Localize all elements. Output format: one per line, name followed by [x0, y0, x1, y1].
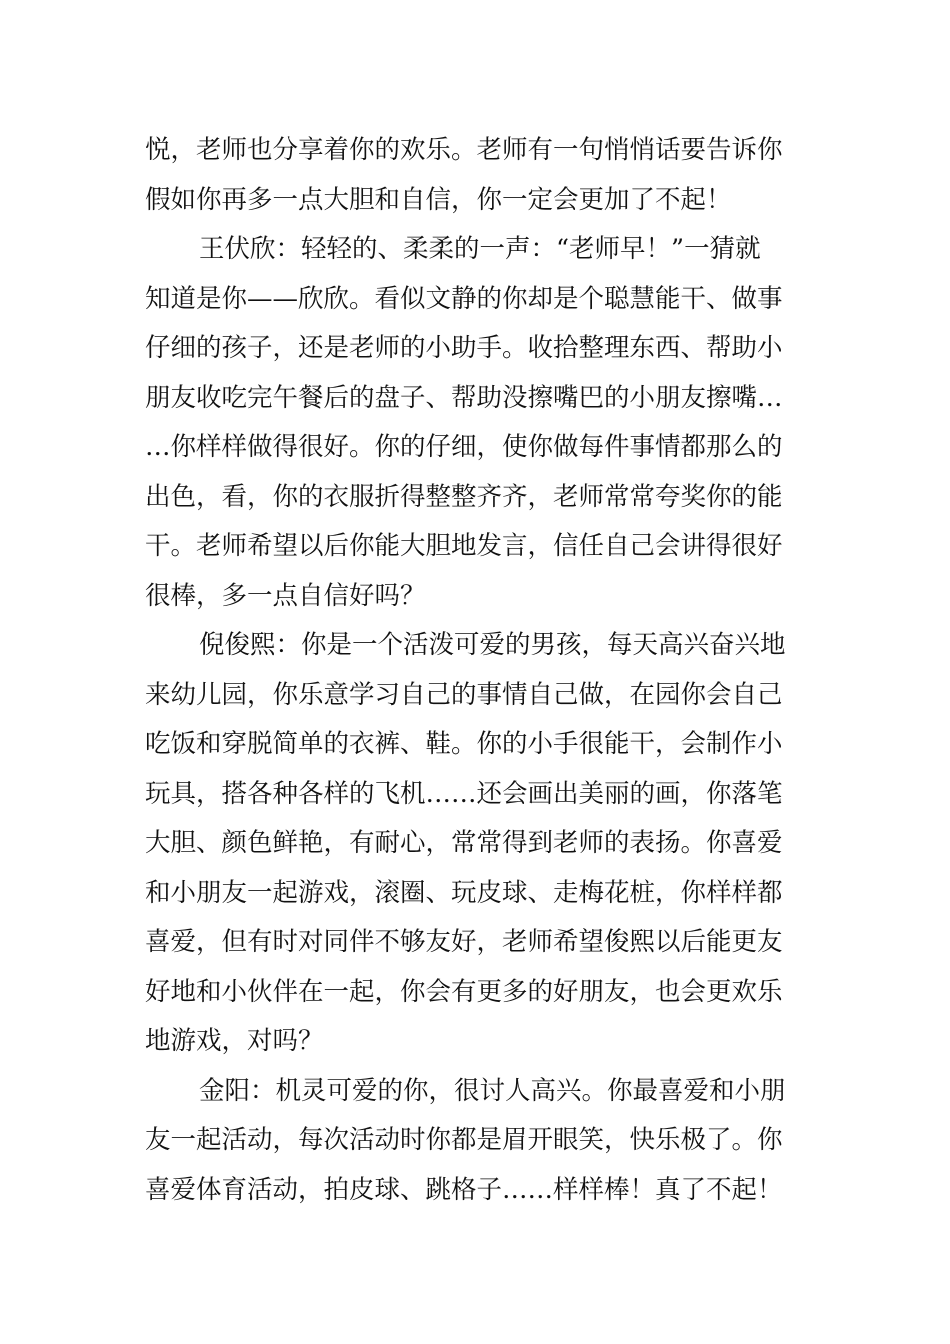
- paragraph-start-line: 倪俊熙：你是一个活泼可爱的男孩，每天高兴奋兴地: [199, 630, 786, 660]
- text-line: 地游戏，对吗？: [145, 1026, 324, 1056]
- paragraph-start-line: 金阳：机灵可爱的你，很讨人高兴。你最喜爱和小朋: [199, 1075, 786, 1106]
- text-line: 大胆、颜色鲜艳，有耐心，常常得到老师的表扬。你喜爱: [145, 828, 783, 858]
- text-line: 出色，看，你的衣服折得整整齐齐，老师常常夸奖你的能: [145, 481, 783, 512]
- text-line: 喜爱，但有时对同伴不够友好，老师希望俊熙以后能更友: [145, 927, 783, 957]
- text-line: 悦，老师也分享着你的欢乐。老师有一句悄悄话要告诉你: [145, 135, 783, 165]
- text-line: …你样样做得很好。你的仔细，使你做每件事情都那么的: [145, 432, 783, 462]
- text-line: 干。老师希望以后你能大胆地发言，信任自己会讲得很好: [145, 531, 783, 561]
- text-line: 玩具，搭各种各样的飞机……还会画出美丽的画，你落笔: [145, 778, 783, 809]
- text-line: 知道是你——欣欣。看似文静的你却是个聪慧能干、做事: [145, 283, 783, 314]
- text-line: 好地和小伙伴在一起，你会有更多的好朋友，也会更欢乐: [145, 976, 783, 1007]
- text-line: 很棒，多一点自信好吗？: [145, 580, 426, 611]
- text-line: 来幼儿园，你乐意学习自己的事情自己做，在园你会自己: [145, 679, 783, 710]
- text-line: 友一起活动，每次活动时你都是眉开眼笑，快乐极了。你: [145, 1125, 783, 1155]
- text-line: 喜爱体育活动，拍皮球、跳格子……样样棒！真了不起！: [145, 1174, 783, 1205]
- text-line: 假如你再多一点大胆和自信，你一定会更加了不起！: [145, 184, 732, 215]
- text-line: 朋友收吃完午餐后的盘子、帮助没擦嘴巴的小朋友擦嘴…: [145, 382, 783, 413]
- text-line: 和小朋友一起游戏，滚圈、玩皮球、走梅花桩，你样样都: [145, 877, 783, 908]
- body-text: [145, 126, 810, 1215]
- text-line: 吃饭和穿脱简单的衣裤、鞋。你的小手很能干，会制作小: [145, 729, 783, 759]
- paragraph-start-line: 王伏欣：轻轻的、柔柔的一声：“老师早！”一猜就: [199, 234, 761, 264]
- text-line: 仔细的孩子，还是老师的小助手。收拾整理东西、帮助小: [145, 333, 783, 363]
